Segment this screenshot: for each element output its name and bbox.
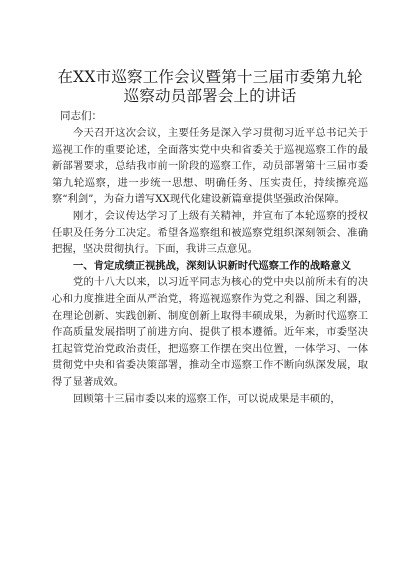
paragraph-section1: 党的十八大以来，以习近平同志为核心的党中央以前所未有的决心和力度推进全面从严治党，将巡视巡察作为党之利器、国之利器，在理论创新、实践创新、制度创新上取得丰硕成果，为新时代巡察工作高质量发展指明了前进方向、提供了根本遵循。近年来，市委坚决扛起管党治党政治责任，把巡察工作摆在突出位置，一体学习、一体贯彻党中央和省委决策部署，推动全市巡察工作不断向纵深发展，取得了显著成效。 xyxy=(52,276,368,388)
salutation: 同志们： xyxy=(60,110,102,122)
document-page xyxy=(52,68,368,407)
paragraph-meeting: 刚才，会议传达学习了上级有关精神，并宣布了本轮巡察的授权任职及任务分工决定。希望各巡察组和被巡察党组织深刻领会、准确把握，坚决贯彻执行。下面，我讲三点意见。 xyxy=(52,209,368,256)
section-heading-1: 一、肯定成绩正视挑战，深刻认识新时代巡察工作的战略意义 xyxy=(73,259,352,272)
paragraph-review: 回顾第十三届市委以来的巡察工作，可以说成果是丰硕的， xyxy=(73,392,341,405)
paragraph-intro: 今天召开这次会议，主要任务是深入学习贯彻习近平总书记关于巡视工作的重要论述，全面落实党中央和省委关于巡视巡察工作的最新部署要求，总结我市前一阶段的巡察工作，动员部署第十三届市委第九轮巡察，进一步统一思想、明确任务、压实责任，持续擦亮巡察“利剑”，为奋力谱写XX现代化建设新篇章提供坚强政治保障。 xyxy=(52,127,368,206)
page-title: 在XX市巡察工作会议暨第十三届市委第九轮巡察动员部署会上的讲话 xyxy=(57,68,363,105)
